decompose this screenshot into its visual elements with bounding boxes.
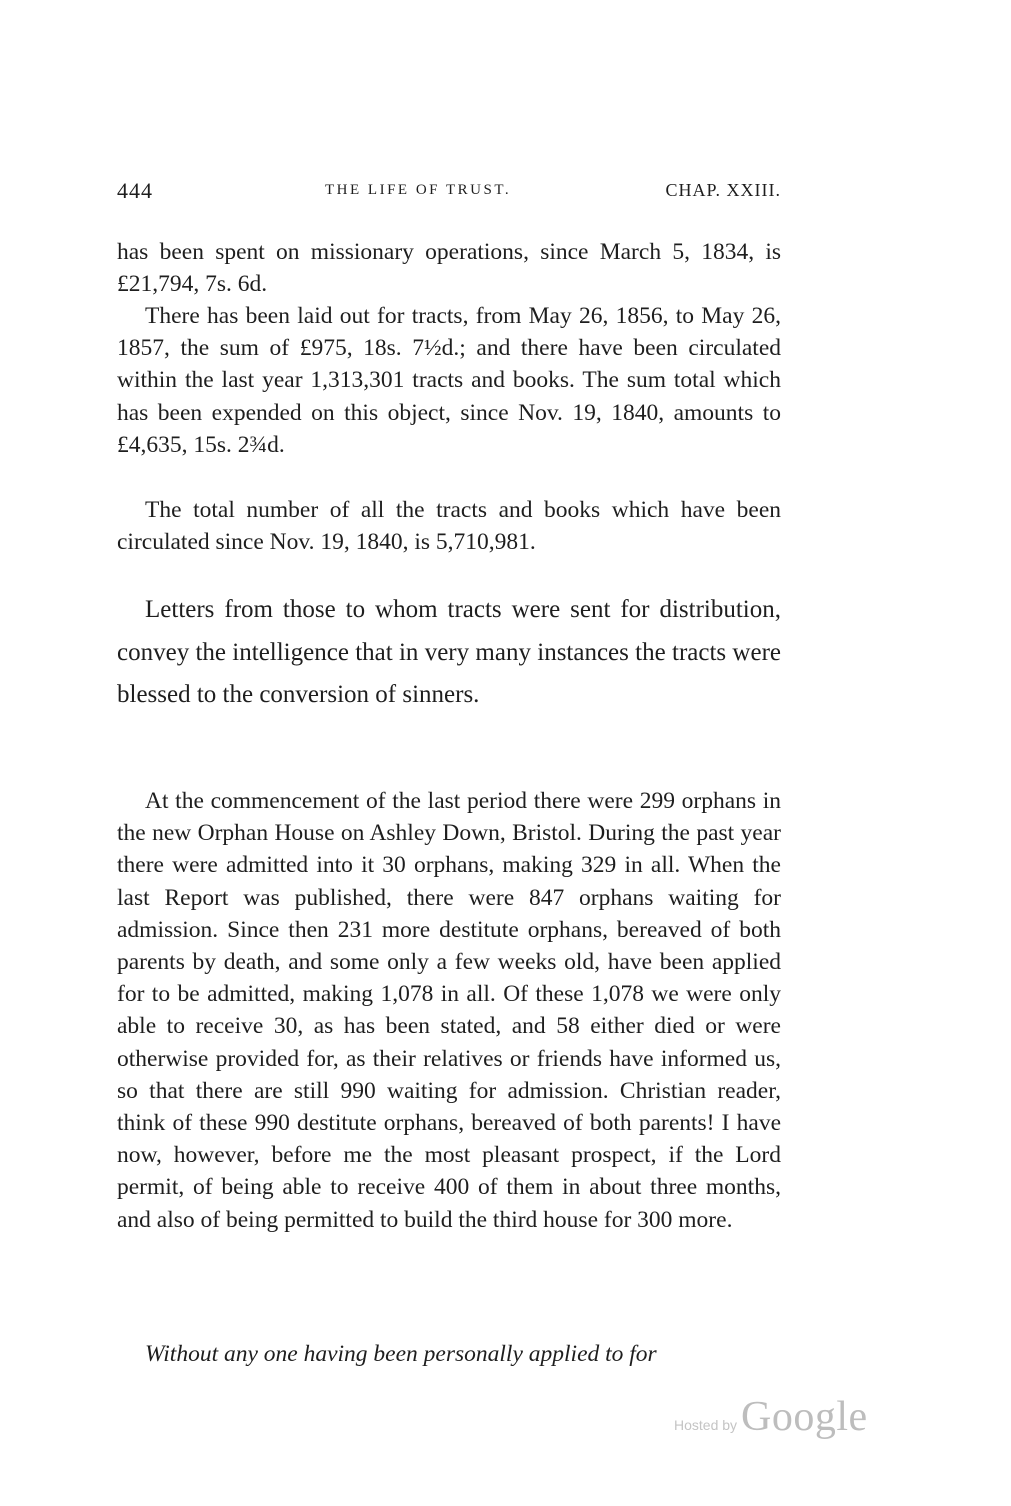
hosted-by-google-watermark bbox=[674, 1393, 868, 1441]
running-title: THE LIFE OF TRUST. bbox=[325, 182, 512, 198]
paragraph-orphans: At the commencement of the last period there were 299 orphans in the new Orphan House on Ashley Down, Bristol. During the past year there were admitted into it 30 orphans, making 329 in all. When the last Report was published, there were 847 orphans waiting for admission. Since then 231 more destitute orphans, bereaved of both parents by death, and some only a few weeks old, have been applied for to be admitted, making 1,078 in all. Of these 1,078 we were only able to receive 30, as has been stated, and 58 either died or were otherwise provided for, as their relatives or friends have informed us, so that there are still 990 waiting for admission. Christian reader, think of these 990 destitute orphans, bereaved of both parents! I have now, however, before me the most pleasant prospect, if the Lord permit, of being able to receive 400 of them in about three months, and also of being permitted to build the third house for 300 more. bbox=[117, 788, 781, 1233]
chapter-heading: CHAP. XXIII. bbox=[665, 180, 781, 200]
paragraph-continuation: Without any one having been personally applied to for bbox=[145, 1341, 657, 1367]
page-number: 444 bbox=[117, 178, 153, 203]
page-header bbox=[117, 178, 781, 206]
paragraph-letters: Letters from those to whom tracts were sent for distribution, convey the intelligence that in very many instances the tracts were blessed to the conversion of sinners. bbox=[117, 596, 781, 708]
google-logo: Google bbox=[741, 1394, 868, 1440]
hosted-by-label: Hosted by bbox=[674, 1417, 738, 1433]
paragraph-tracts: There has been laid out for tracts, from May 26, 1856, to May 26, 1857, the sum of £975, 18s. 7½d.; and there have been circulated within the last year 1,313,301 tracts and books. The sum total which has been expended on this object, since Nov. 19, 1840, amounts to £4,635, 15s. 2¾d. bbox=[117, 303, 781, 458]
paragraph-missionary: has been spent on missionary operations, since March 5, 1834, is £21,794, 7s. 6d. bbox=[117, 239, 781, 298]
paragraph-tract-total: The total number of all the tracts and books which have been circulated since Nov. 19, 1840, is 5,710,981. bbox=[117, 497, 781, 556]
